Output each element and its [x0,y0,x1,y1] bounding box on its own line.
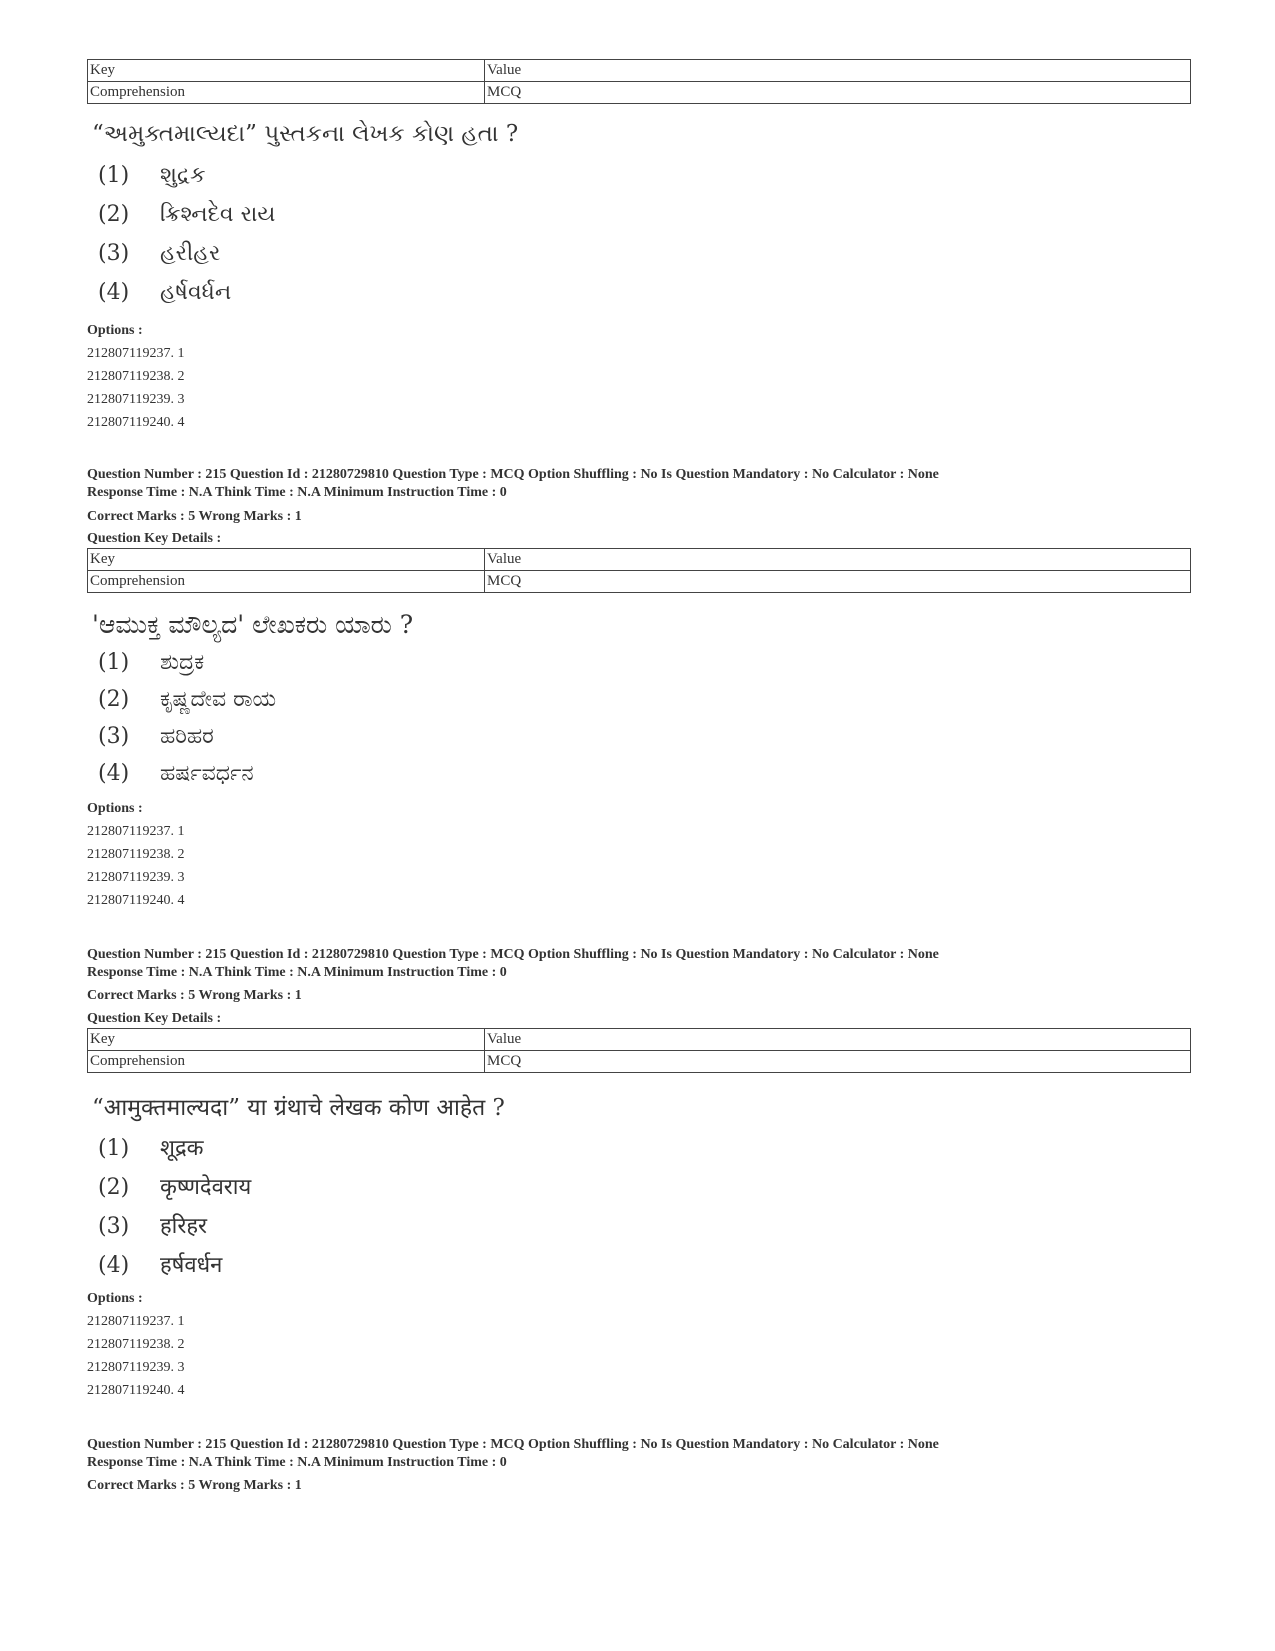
marks-line: Correct Marks : 5 Wrong Marks : 1 [87,1478,302,1493]
option-label: हर्षवर्धन [160,1253,223,1278]
option-item [98,650,204,675]
key-cell: Comprehension [88,1051,485,1073]
option-id: 212807119237. 1 [87,1314,185,1329]
option-label: हरिहर [160,1214,208,1239]
option-id: 212807119238. 2 [87,369,185,384]
option-label: ક્રિશ્નદેવ રાય [160,202,276,227]
option-id: 212807119238. 2 [87,847,185,862]
question-meta-line: Response Time : N.A Think Time : N.A Minimum Instruction Time : 0 [87,485,507,500]
value-header: Value [485,1029,1191,1051]
key-header: Key [88,549,485,571]
question-key-table [87,1028,1191,1073]
key-details-heading: Question Key Details : [87,1011,222,1026]
table-row [88,82,1191,104]
table-header-row [88,1029,1191,1051]
option-id: 212807119240. 4 [87,415,185,430]
question-text-marathi: “आमुक्तमाल्यदा” या ग्रंथाचे लेखक कोण आहेत ? [92,1095,505,1121]
question-meta-line: Question Number : 215 Question Id : 21280729810 Question Type : MCQ Option Shuffling : No Is Question Mandatory : No Calculator : None [87,947,939,962]
option-number: (1) [98,650,130,675]
table-row [88,571,1191,593]
option-label: ಶುದ್ರಕ [160,650,205,675]
marks-line: Correct Marks : 5 Wrong Marks : 1 [87,509,302,524]
key-header: Key [88,1029,485,1051]
option-label: ಹರಿಹರ [160,724,214,749]
value-cell: MCQ [485,82,1191,104]
option-item [98,1210,207,1240]
option-id: 212807119239. 3 [87,1360,185,1375]
option-item [98,202,275,227]
option-id: 212807119237. 1 [87,346,185,361]
option-item [98,163,206,188]
key-cell: Comprehension [88,82,485,104]
value-header: Value [485,60,1191,82]
value-cell: MCQ [485,571,1191,593]
table-row [88,1051,1191,1073]
option-label: ಹರ್ಷವರ್ಧನ [160,761,254,786]
option-label: ಕೃಷ್ಣದೇವ ರಾಯ [160,687,277,712]
option-number: (4) [98,280,130,305]
marks-line: Correct Marks : 5 Wrong Marks : 1 [87,988,302,1003]
option-item [98,687,276,712]
question-meta-line: Question Number : 215 Question Id : 21280729810 Question Type : MCQ Option Shuffling : No Is Question Mandatory : No Calculator : None [87,467,939,482]
option-number: (4) [98,761,130,786]
option-id: 212807119240. 4 [87,893,185,908]
option-id: 212807119239. 3 [87,870,185,885]
options-heading: Options : [87,1291,143,1306]
key-header: Key [88,60,485,82]
key-details-heading: Question Key Details : [87,531,222,546]
table-header-row [88,549,1191,571]
question-key-table [87,548,1191,593]
option-item [98,241,220,266]
option-number: (2) [98,687,130,712]
option-label: હર્ષવર્ધન [160,280,232,305]
options-heading: Options : [87,801,143,816]
option-id: 212807119240. 4 [87,1383,185,1398]
option-item [98,724,214,749]
option-number: (4) [98,1253,130,1278]
table-header-row [88,60,1191,82]
value-cell: MCQ [485,1051,1191,1073]
option-id: 212807119237. 1 [87,824,185,839]
options-heading: Options : [87,323,143,338]
option-label: શુદ્રક [160,163,206,188]
option-number: (3) [98,724,130,749]
value-header: Value [485,549,1191,571]
option-number: (1) [98,1136,130,1161]
option-label: शूद्रक [160,1136,204,1161]
option-number: (3) [98,1214,130,1239]
option-id: 212807119238. 2 [87,1337,185,1352]
question-text-gujarati: “અમુક્તમાલ્યદા” પુસ્તકના લેખક કોણ હતા ? [92,121,519,147]
question-meta-line: Response Time : N.A Think Time : N.A Minimum Instruction Time : 0 [87,965,507,980]
option-item [98,1249,222,1279]
question-key-table [87,59,1191,104]
option-number: (3) [98,241,130,266]
option-item [98,1132,204,1162]
key-cell: Comprehension [88,571,485,593]
option-item [98,1171,251,1201]
question-text-kannada: 'ಆಮುಕ್ತ ಮೌಲ್ಯದ' ಲೇಖಕರು ಯಾರು ? [92,610,414,639]
option-number: (1) [98,163,130,188]
option-label: હરીહર [160,241,221,266]
option-item [98,280,231,305]
option-item [98,761,254,786]
option-number: (2) [98,1175,130,1200]
option-number: (2) [98,202,130,227]
question-meta-line: Question Number : 215 Question Id : 21280729810 Question Type : MCQ Option Shuffling : No Is Question Mandatory : No Calculator : None [87,1437,939,1452]
option-label: कृष्णदेवराय [160,1175,252,1200]
question-meta-line: Response Time : N.A Think Time : N.A Minimum Instruction Time : 0 [87,1455,507,1470]
option-id: 212807119239. 3 [87,392,185,407]
